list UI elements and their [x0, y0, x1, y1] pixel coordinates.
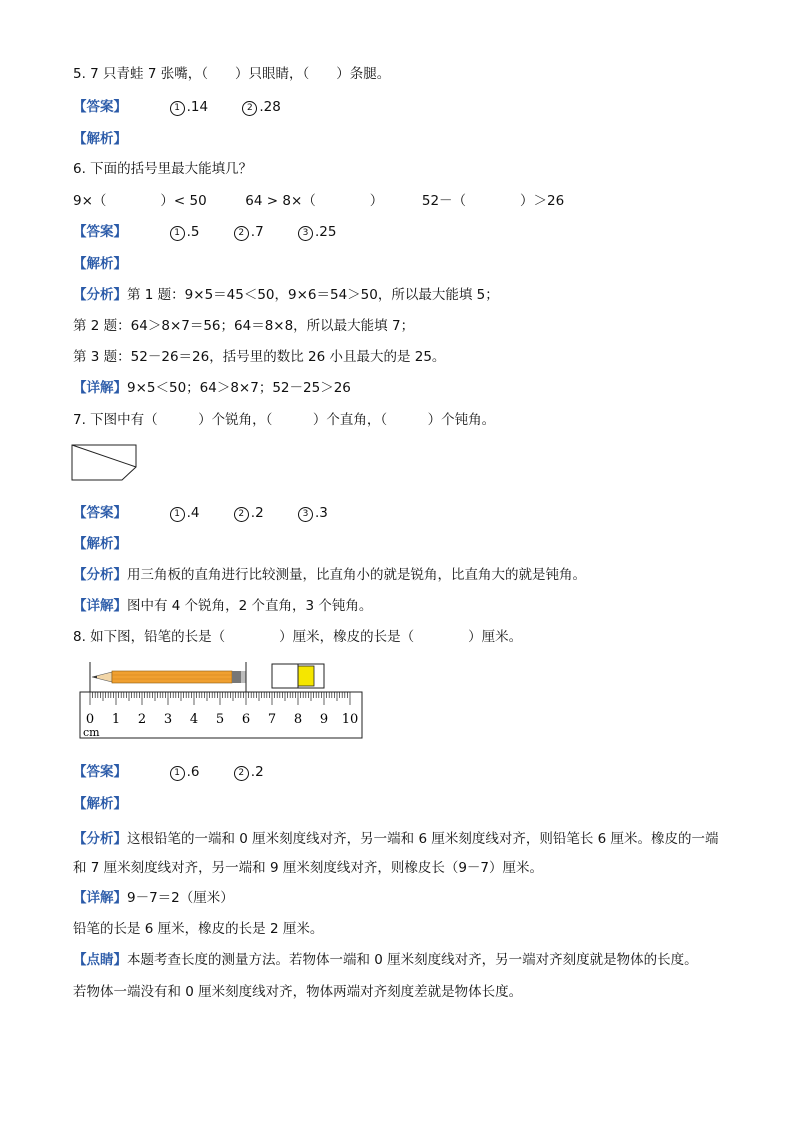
q6-expr-2: 64 > 8×（ ）	[245, 193, 384, 209]
ruler-number: 4	[189, 712, 199, 727]
option-number: 1	[170, 226, 185, 241]
q6-expr-3: 52－（ ）＞26	[421, 193, 565, 209]
q8-text: 8. 如下图，铅笔的长是（ ）厘米，橡皮的长是（ ）厘米。	[73, 629, 523, 645]
point-tag: 【点睛】	[73, 952, 127, 968]
analysis-tag: 【解析】	[73, 536, 127, 552]
q6-fenxi-row	[73, 285, 499, 305]
ruler-number: 6	[241, 712, 251, 727]
q7-fenxi: 用三角板的直角进行比较测量，比直角小的就是锐角，比直角大的就是钝角。	[127, 567, 586, 583]
q7-detail: 图中有 4 个锐角，2 个直角，3 个钝角。	[127, 598, 373, 614]
option-number: 1	[170, 507, 185, 522]
option-value: .14	[186, 99, 209, 115]
detail-tag: 【详解】	[73, 380, 127, 396]
q8-detail-2: 铅笔的长是 6 厘米，橡皮的长是 2 厘米。	[73, 921, 324, 937]
pencil-image	[92, 671, 246, 683]
option-value: .25	[314, 224, 337, 240]
q6-fenxi-2: 第 2 题：64＞8×7＝56；64＝8×8，所以最大能填 7；	[73, 318, 415, 334]
option-number: 3	[298, 507, 313, 522]
q6-expressions	[73, 191, 564, 211]
answer-option	[170, 97, 208, 117]
answer-tag: 【答案】	[73, 224, 127, 240]
analysis-tag: 【解析】	[73, 131, 127, 147]
answer-option	[234, 762, 264, 782]
option-value: .2	[250, 505, 264, 521]
q6-answer-row	[73, 222, 366, 242]
ruler-number: 3	[163, 712, 173, 727]
q8-point: 本题考查长度的测量方法。若物体一端和 0 厘米刻度线对齐，另一端对齐刻度就是物体的长度。	[127, 952, 698, 968]
answer-option	[170, 762, 200, 782]
ruler-number: 2	[137, 712, 147, 727]
detail-tag: 【详解】	[73, 890, 127, 906]
q6-fenxi-3: 第 3 题：52－26＝26，括号里的数比 26 小且最大的是 25。	[73, 349, 446, 365]
fenxi-tag: 【分析】	[73, 567, 127, 583]
option-number: 2	[242, 101, 257, 116]
pentagon-figure	[70, 443, 140, 483]
answer-option	[170, 503, 200, 523]
q6-fenxi: 第 1 题：9×5＝45＜50，9×6＝54＞50，所以最大能填 5；	[127, 287, 499, 303]
answer-tag: 【答案】	[73, 764, 127, 780]
option-value: .28	[259, 99, 281, 115]
ruler-number: 9	[319, 712, 329, 727]
q6-text: 6. 下面的括号里最大能填几？	[73, 161, 253, 177]
ruler-number: 10	[341, 712, 359, 727]
q8-detail-row	[73, 888, 234, 908]
answer-option	[242, 97, 280, 117]
option-number: 1	[170, 766, 185, 781]
fenxi-tag: 【分析】	[73, 831, 127, 847]
option-value: .3	[314, 505, 328, 521]
q8-point-2: 若物体一端没有和 0 厘米刻度线对齐，物体两端对齐刻度差就是物体长度。	[73, 984, 523, 1000]
option-value: .4	[186, 505, 200, 521]
answer-option	[298, 222, 336, 242]
answer-option	[234, 222, 264, 242]
q7-detail-row	[73, 596, 372, 616]
q7-fenxi-row	[73, 565, 586, 585]
analysis-tag: 【解析】	[73, 256, 127, 272]
q8-detail: 9－7＝2（厘米）	[127, 890, 234, 906]
q5-answer-row	[73, 97, 311, 117]
ruler-number: 1	[111, 712, 121, 727]
ruler-unit: cm	[83, 726, 100, 739]
option-number: 3	[298, 226, 313, 241]
ruler-number: 7	[267, 712, 277, 727]
fenxi-tag: 【分析】	[73, 287, 127, 303]
option-value: .5	[186, 224, 200, 240]
q8-fenxi-row	[73, 825, 723, 883]
option-value: .7	[250, 224, 264, 240]
q8-point-row	[73, 950, 698, 970]
detail-tag: 【详解】	[73, 598, 127, 614]
eraser-image	[272, 664, 324, 688]
ruler-number: 8	[293, 712, 303, 727]
ruler-figure	[78, 660, 368, 742]
answer-option	[234, 503, 264, 523]
q8-answer-row	[73, 762, 294, 782]
ruler-number: 0	[85, 712, 95, 727]
q6-detail: 9×5＜50；64＞8×7；52－25＞26	[127, 380, 351, 396]
q7-text: 7. 下图中有（ ）个锐角，（ ）个直角，（ ）个钝角。	[73, 412, 496, 428]
option-number: 2	[234, 766, 249, 781]
answer-option	[298, 503, 328, 523]
option-value: .6	[186, 764, 200, 780]
q7-answer-row	[73, 503, 358, 523]
answer-tag: 【答案】	[73, 99, 127, 115]
answer-tag: 【答案】	[73, 505, 127, 521]
analysis-tag: 【解析】	[73, 796, 127, 812]
q6-expr-1: 9×（ ）< 50	[73, 193, 207, 209]
option-value: .2	[250, 764, 264, 780]
q5-text: 5. 7 只青蛙 7 张嘴，（ ）只眼睛，（ ）条腿。	[73, 66, 391, 82]
answer-option	[170, 222, 200, 242]
option-number: 2	[234, 507, 249, 522]
ruler-number: 5	[215, 712, 225, 727]
option-number: 1	[170, 101, 185, 116]
q8-fenxi: 这根铅笔的一端和 0 厘米刻度线对齐，另一端和 6 厘米刻度线对齐，则铅笔长 6 厘米。橡皮的一端和 7 厘米刻度线对齐，另一端和 9 厘米刻度线对齐，则橡皮长（9－7）厘米。	[73, 831, 719, 876]
q6-detail-row	[73, 378, 351, 398]
option-number: 2	[234, 226, 249, 241]
